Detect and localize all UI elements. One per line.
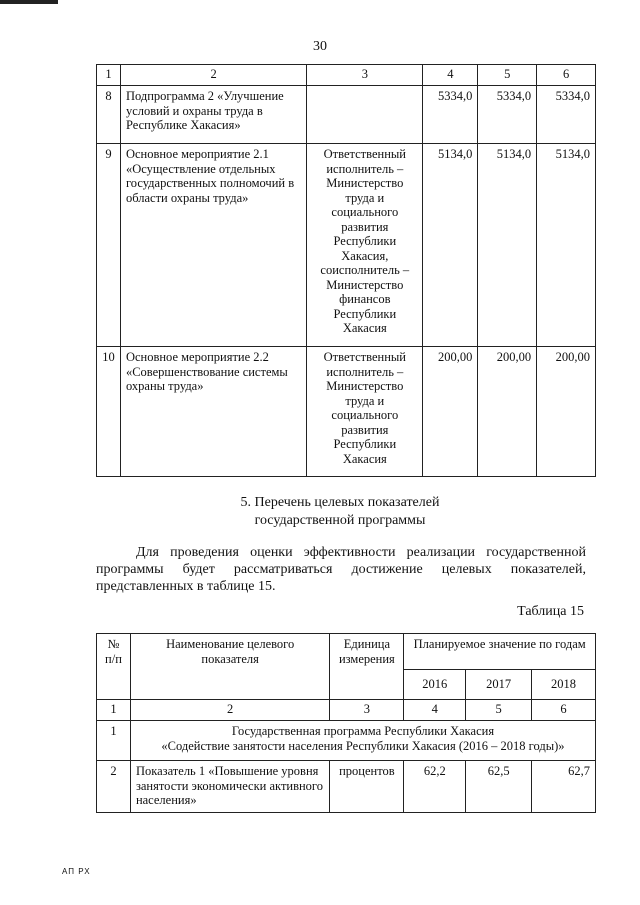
index-cell: 5 bbox=[466, 700, 532, 721]
header-unit: Единица измерения bbox=[330, 634, 404, 700]
value-2018: 5334,0 bbox=[537, 86, 596, 144]
table-row bbox=[97, 144, 596, 347]
funding-table bbox=[96, 64, 596, 477]
header-cell: 1 bbox=[97, 65, 121, 86]
scan-artifact bbox=[0, 0, 58, 4]
index-cell: 6 bbox=[532, 700, 596, 721]
value-2016: 200,00 bbox=[423, 347, 478, 477]
table-header-row bbox=[97, 634, 596, 670]
executor-cell bbox=[307, 86, 423, 144]
footer-mark: АП РХ bbox=[62, 867, 91, 876]
table-row bbox=[97, 86, 596, 144]
section-title-line-2: государственной программы bbox=[254, 513, 426, 528]
table-row bbox=[97, 347, 596, 477]
index-cell: 3 bbox=[330, 700, 404, 721]
value-2017: 5134,0 bbox=[478, 144, 537, 347]
program-title-line-1: Государственная программа Республики Хакасия bbox=[231, 724, 495, 738]
value-2018: 62,7 bbox=[532, 761, 596, 813]
section-heading bbox=[0, 494, 640, 530]
header-cell: 3 bbox=[307, 65, 423, 86]
program-title-line-2: «Содействие занятости населения Республики Хакасия (2016 – 2018 годы)» bbox=[161, 738, 565, 753]
value-2017: 5334,0 bbox=[478, 86, 537, 144]
indicator-name: Показатель 1 «Повышение уровня занятости экономически активного населения» bbox=[130, 761, 329, 813]
header-cell: 4 bbox=[423, 65, 478, 86]
header-year: 2017 bbox=[466, 670, 532, 700]
activity-name: Основное мероприятие 2.2 «Совершенствование системы охраны труда» bbox=[120, 347, 306, 477]
section-title-line-1: 5. Перечень целевых показателей bbox=[240, 495, 440, 510]
value-2016: 62,2 bbox=[404, 761, 466, 813]
value-2017: 200,00 bbox=[478, 347, 537, 477]
index-cell: 2 bbox=[130, 700, 329, 721]
table-caption: Таблица 15 bbox=[517, 604, 584, 619]
header-cell: 2 bbox=[120, 65, 306, 86]
value-2016: 5134,0 bbox=[423, 144, 478, 347]
program-title bbox=[130, 721, 595, 761]
row-number: 2 bbox=[97, 761, 131, 813]
executor-cell: Ответственный исполнитель – Министерство труда и социального развития Республики Хакасия, соисполнитель – Министерство финансов Республики Хакасия bbox=[307, 144, 423, 347]
indicators-table bbox=[96, 633, 596, 813]
section-paragraph: Для проведения оценки эффективности реализации государственной программы будет рассматриваться достижение целевых показателей, представленных в таблице 15. bbox=[96, 545, 586, 594]
page-number: 30 bbox=[313, 39, 327, 54]
value-2018: 200,00 bbox=[537, 347, 596, 477]
value-2016: 5334,0 bbox=[423, 86, 478, 144]
table-row bbox=[97, 721, 596, 761]
executor-cell: Ответственный исполнитель – Министерство труда и социального развития Республики Хакасия bbox=[307, 347, 423, 477]
table-row bbox=[97, 761, 596, 813]
index-cell: 4 bbox=[404, 700, 466, 721]
header-year: 2018 bbox=[532, 670, 596, 700]
index-cell: 1 bbox=[97, 700, 131, 721]
row-number: 8 bbox=[97, 86, 121, 144]
row-number: 1 bbox=[97, 721, 131, 761]
activity-name: Подпрограмма 2 «Улучшение условий и охраны труда в Республике Хакасия» bbox=[120, 86, 306, 144]
value-2018: 5134,0 bbox=[537, 144, 596, 347]
table-header-row bbox=[97, 65, 596, 86]
indicator-unit: процентов bbox=[330, 761, 404, 813]
header-num: № п/п bbox=[97, 634, 131, 700]
header-cell: 5 bbox=[478, 65, 537, 86]
header-cell: 6 bbox=[537, 65, 596, 86]
table-index-row bbox=[97, 700, 596, 721]
row-number: 9 bbox=[97, 144, 121, 347]
header-indicator-name: Наименование целевого показателя bbox=[130, 634, 329, 700]
activity-name: Основное мероприятие 2.1 «Осуществление отдельных государственных полномочий в области охраны труда» bbox=[120, 144, 306, 347]
value-2017: 62,5 bbox=[466, 761, 532, 813]
row-number: 10 bbox=[97, 347, 121, 477]
header-planned-values: Планируемое значение по годам bbox=[404, 634, 596, 670]
header-year: 2016 bbox=[404, 670, 466, 700]
